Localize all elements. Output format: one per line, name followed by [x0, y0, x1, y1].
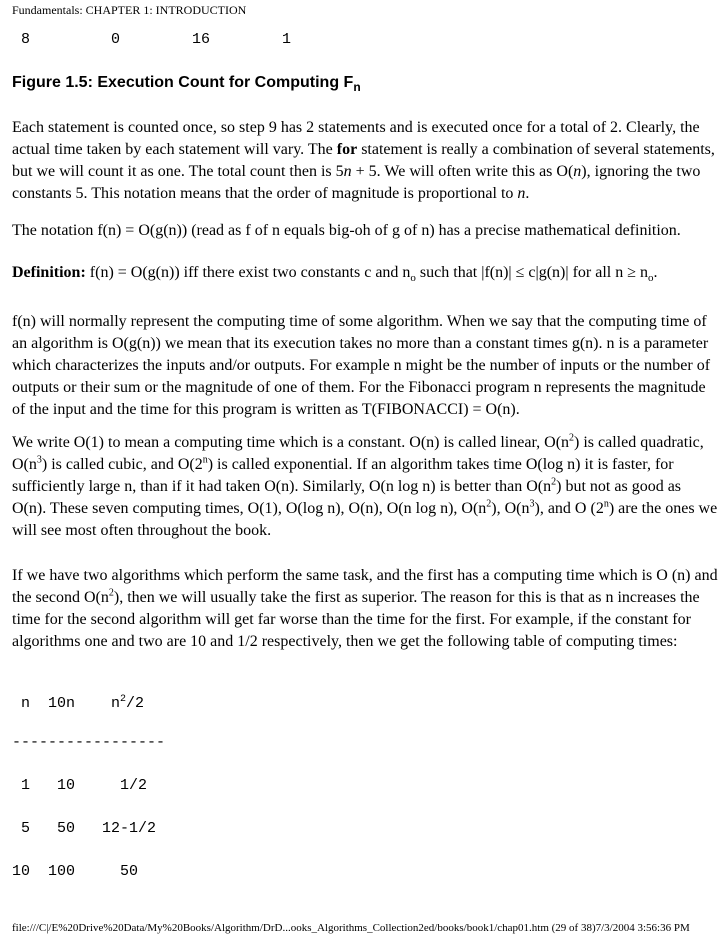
paragraph-comparison: If we have two algorithms which perform the same task, and the first has a computing time which is O (n) and the second $O(n^2)$, then we will usually take the first as superior. The reason for this is that as n increases the time for the second algorithm will get far worse than the time for the first. For example, if the constant for algorithms one and two are 10 and 1/2 respectively, then we get the following table of computing times: [12, 567, 718, 650]
paragraph-definition: Definition: f(n) = O(g(n)) iff there exist two constants c and $n_o$ such that |f(n)| ≤ c|g(n)| for all $n \ge n_o$. [12, 264, 658, 285]
paragraph-notation: The notation f(n) = O(g(n)) (read as f of n equals big-oh of g of n) has a precise mathematical definition. [12, 222, 681, 239]
computing-table-row: 10 100 50 [12, 863, 139, 880]
page-header: Fundamentals: CHAPTER 1: INTRODUCTION [12, 3, 247, 17]
paragraph-complexity-classes: We write O(1) to mean a computing time which is a constant. O(n) is called linear, $O(n^2)$ is called quadratic, $O(n^3)$ is called cubic, and O(2$^n$) is called exponential. If an algorithm takes time O(log n) it is faster, for sufficiently large n, than if it had taken O(n). Similarly, O(n log n) is better than $O(n^2)$ but not as good as O(n). These seven computing times, O(1), O(log n), O(n), O(n log n), $O(n^2)$, $O(n^3)$, and O (2$^n$) are the ones we will see most often throughout the book. [12, 432, 718, 539]
page-footer-url: file:///C|/E%20Drive%20Data/My%20Books/Algorithm/DrD...ooks_Algorithms_Collection2ed/books/book1/chap01.htm (29 of 38)7/3/2004 3:56:36 PM [12, 922, 690, 934]
computing-table-header: n 10n $n^2/2$ [12, 694, 145, 712]
computing-table-rule: ----------------- [12, 734, 166, 751]
computing-table-row: 5 50 12-1/2 [12, 820, 157, 837]
paragraph-computing-time: f(n) will normally represent the computing time of some algorithm. When we say that the computing time of an algorithm is O(g(n)) we mean that its execution takes no more than a constant times g(n). n is a parameter which characterizes the inputs and/or outputs. For example n might be the number of inputs or the number of outputs or their sum or the magnitude of one of them. For the Fibonacci program n represents the magnitude of the input and the time for this program is written as T(FIBONACCI) = O(n). [12, 313, 711, 418]
computing-table-row: 1 10 1/2 [12, 777, 148, 794]
paragraph-execution-count: Each statement is counted once, so step 9 has 2 statements and is executed once for a total of 2. Clearly, the actual time taken by each statement will vary. The for statement is really a combination of several statements, but we will count it as one. The total count then is 5n + 5. We will often write this as O(n), ignoring the two constants 5. This notation means that the order of magnitude is proportional to n. [12, 119, 715, 202]
table-row-fragment: 8 0 16 1 [12, 31, 292, 48]
figure-caption: Figure 1.5: Execution Count for Computing $F_n$ [12, 74, 361, 95]
